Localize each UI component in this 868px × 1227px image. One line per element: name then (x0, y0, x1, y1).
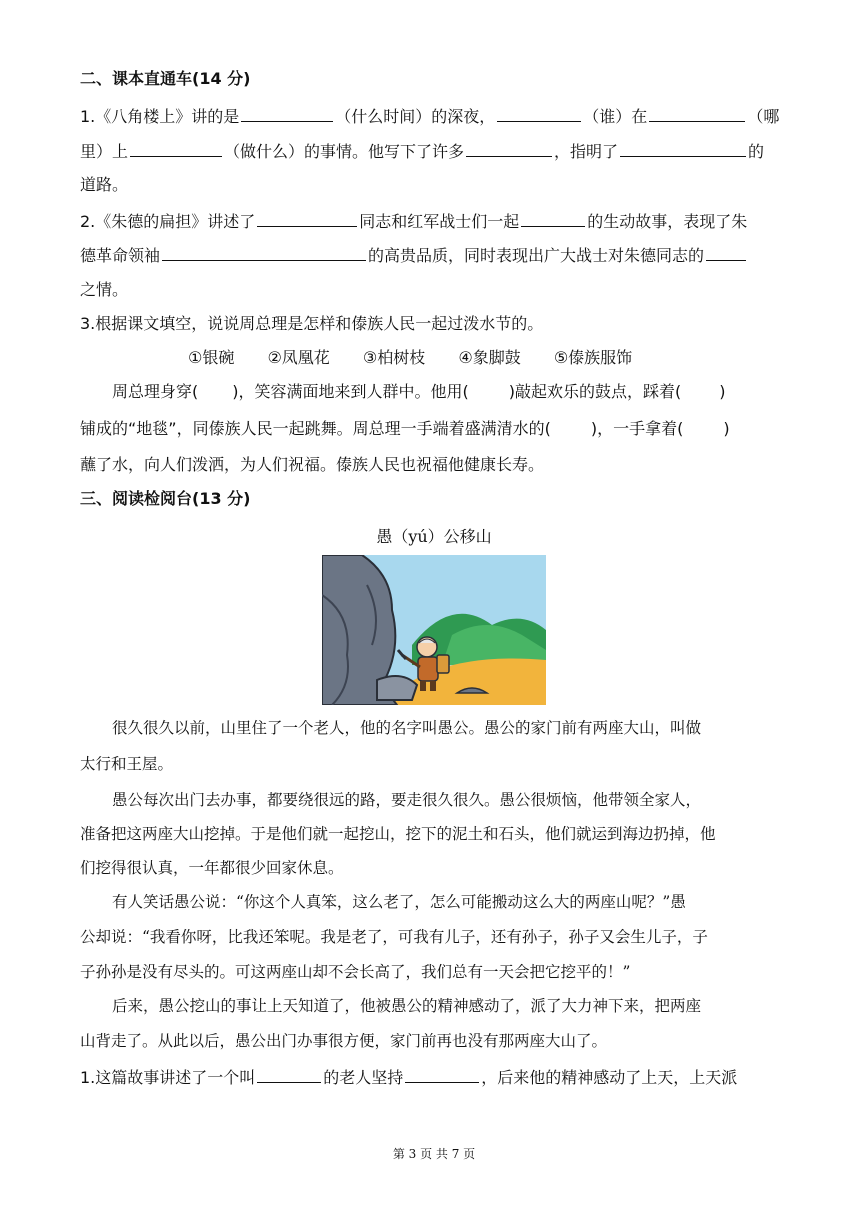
story-title: 愚（yú）公移山 (376, 527, 492, 546)
reading-q1: 1.这篇故事讲述了一个叫 的老人坚持 ，后来他的精神感动了上天，上天派 (80, 1068, 738, 1087)
story-para-2-line-3: 们挖得很认真，一年都很少回家休息。 (80, 859, 344, 877)
q1-line-1: 1.《八角楼上》讲的是 （什么时间）的深夜， （谁）在 （哪 (80, 107, 780, 126)
story-para-1-line-2: 太行和王屋。 (80, 755, 174, 773)
answer-blank[interactable] (649, 105, 745, 122)
q2-line-3: 之情。 (80, 280, 129, 299)
answer-blank[interactable] (130, 140, 222, 157)
answer-blank[interactable] (466, 140, 552, 157)
old-man-body (418, 657, 438, 681)
q3-prompt: 3.根据课文填空，说说周总理是怎样和傣族人民一起过泼水节的。 (80, 314, 544, 333)
answer-blank[interactable] (257, 1066, 321, 1083)
q3-option-list (188, 345, 660, 368)
answer-blank[interactable] (162, 244, 366, 261)
option-item: ③柏树枝 (362, 348, 426, 367)
option-item: ⑤傣族服饰 (553, 348, 633, 367)
answer-blank[interactable] (521, 210, 585, 227)
story-illustration (322, 555, 546, 705)
q1-line-2: 里）上 （做什么）的事情。他写下了许多 ，指明了 的 (80, 142, 765, 161)
story-para-2-line-2: 准备把这两座大山挖掉。于是他们就一起挖山，挖下的泥土和石头，他们就运到海边扔掉，他 (80, 825, 716, 843)
option-item: ②凤凰花 (267, 348, 330, 367)
answer-blank[interactable] (706, 244, 746, 261)
answer-blank[interactable] (257, 210, 357, 227)
page-footer: 第 3 页 共 7 页 (392, 1147, 476, 1161)
q2-line-2: 德革命领袖 的高贵品质，同时表现出广大战士对朱德同志的 (80, 244, 792, 267)
story-para-3-line-3: 子孙孙是没有尽头的。可这两座山却不会长高了，我们总有一天会把它挖平的！” (80, 963, 631, 981)
story-para-3-line-1: 有人笑话愚公说：“你这个人真笨，这么老了，怎么可能搬动这么大的两座山呢？”愚 (112, 893, 686, 911)
answer-blank[interactable] (241, 105, 333, 122)
q3-para-line-1: 周总理身穿( )，笑容满面地来到人群中。他用( )敲起欢乐的鼓点，踩着( ) (112, 382, 726, 401)
boulder (377, 676, 417, 700)
q1-line-3: 道路。 (80, 175, 129, 194)
story-para-1-line-1: 很久很久以前，山里住了一个老人，他的名字叫愚公。愚公的家门前有两座大山，叫做 (112, 719, 702, 737)
answer-blank[interactable] (620, 140, 746, 157)
story-para-4-line-2: 山背走了。从此以后，愚公出门办事很方便，家门前再也没有那两座大山了。 (80, 1032, 608, 1050)
story-para-3-line-2: 公却说：“我看你呀，比我还笨呢。我是老了，可我有儿子，还有孙子，孙子又会生儿子，子 (80, 928, 708, 946)
q3-para-line-3: 蘸了水，向人们泼洒，为人们祝福。傣族人民也祝福他健康长寿。 (80, 455, 545, 474)
q2-line-1: 2.《朱德的扁担》讲述了 同志和红军战士们一起 的生动故事，表现了朱 (80, 212, 748, 231)
answer-blank[interactable] (497, 105, 581, 122)
q3-para-line-2: 铺成的“地毯”，同傣族人民一起跳舞。周总理一手端着盛满清水的( )，一手拿着( ) (80, 419, 730, 438)
section-2-heading: 二、课本直通车(14 分) (80, 69, 251, 88)
story-para-2-line-1: 愚公每次出门去办事，都要绕很远的路，要走很久很久。愚公很烦恼，他带领全家人， (112, 791, 702, 809)
basket (437, 655, 449, 673)
story-para-4-line-1: 后来，愚公挖山的事让上天知道了，他被愚公的精神感动了，派了大力神下来，把两座 (112, 997, 702, 1015)
section-3-heading: 三、阅读检阅台(13 分) (80, 489, 251, 508)
option-item: ④象脚鼓 (458, 348, 521, 367)
option-item: ①银碗 (188, 348, 235, 367)
answer-blank[interactable] (405, 1066, 479, 1083)
